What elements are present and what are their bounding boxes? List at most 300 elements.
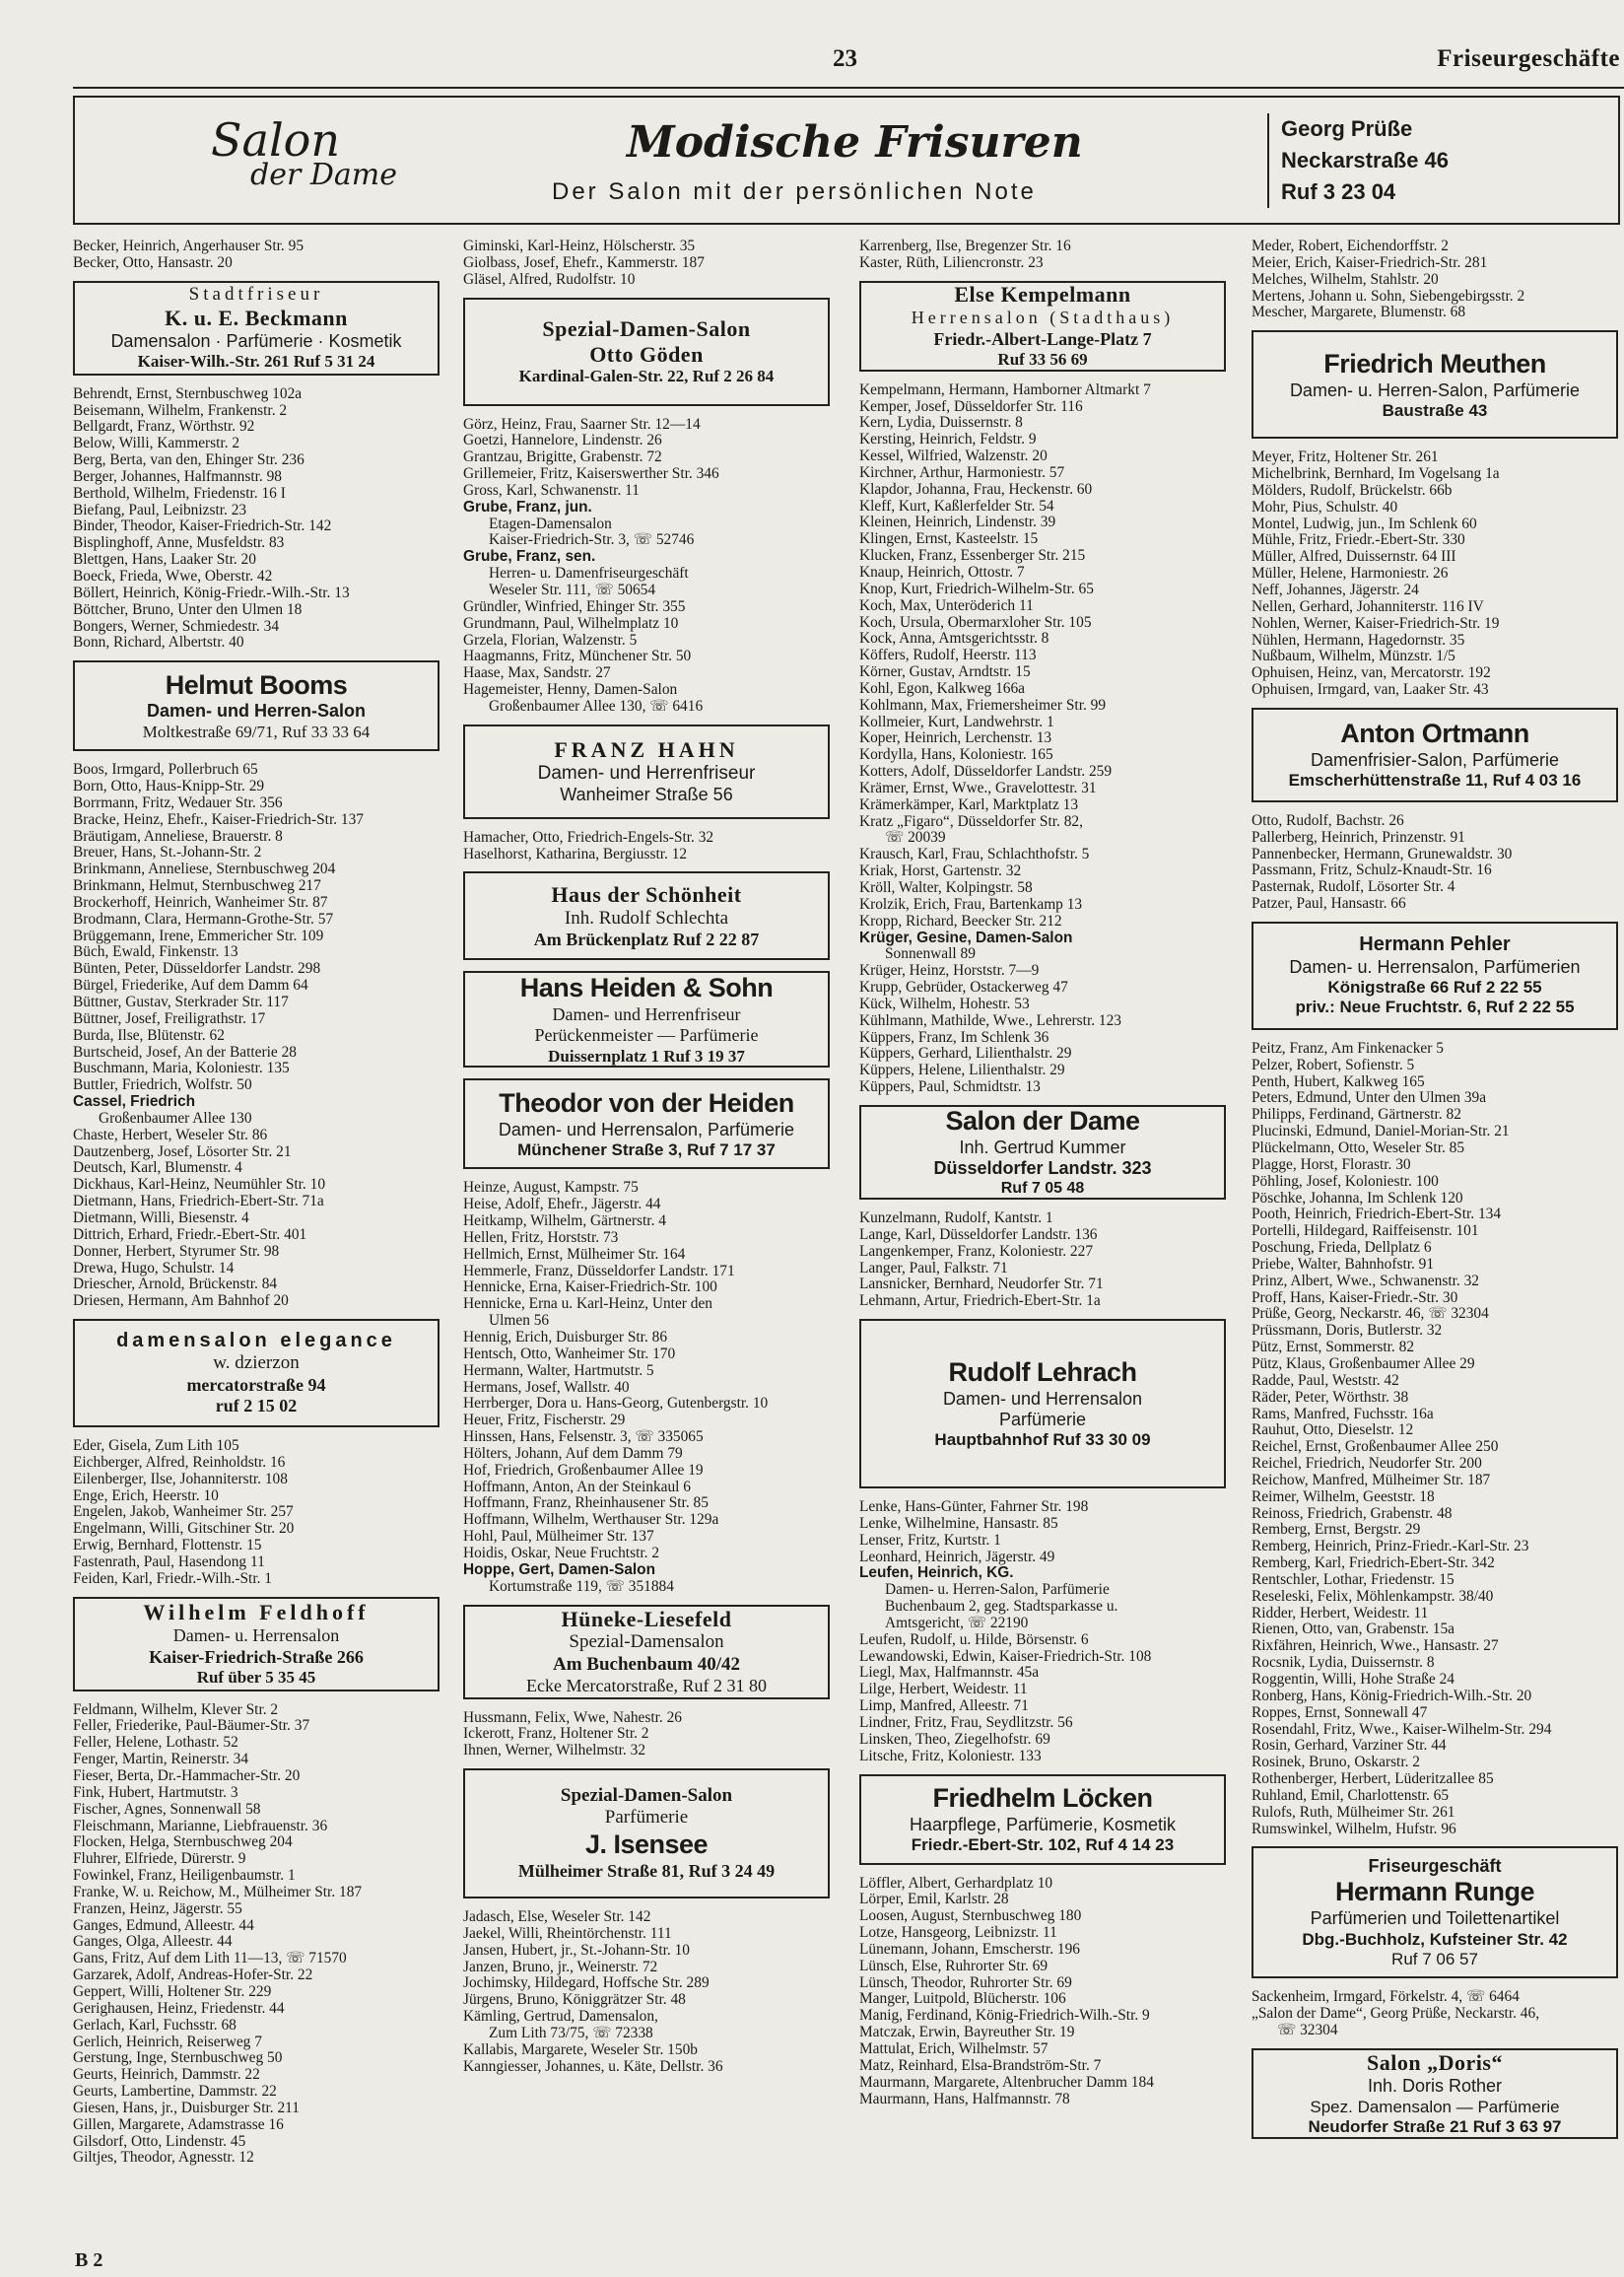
listing-entry: Giesen, Hans, jr., Duisburger Str. 211 bbox=[73, 2100, 300, 2116]
listing-entry: Prüße, Georg, Neckarstr. 46, ☏ 32304 bbox=[1252, 1306, 1489, 1323]
listing-entry: Geppert, Willi, Holtener Str. 229 bbox=[73, 1983, 272, 2000]
listing-entry: Pasternak, Rudolf, Lösorter Str. 4 bbox=[1252, 879, 1455, 896]
ad-street: Neckarstraße 46 bbox=[1281, 148, 1450, 172]
listing-entry: Beisemann, Wilhelm, Frankenstr. 2 bbox=[73, 402, 288, 419]
listing-entry: Roppes, Ernst, Sonnewall 47 bbox=[1252, 1704, 1428, 1721]
listing-entry: Feiden, Karl, Friedr.-Wilh.-Str. 1 bbox=[73, 1570, 272, 1587]
ad-line: J. Isensee bbox=[584, 1828, 709, 1859]
listing-entry: Kirchner, Arthur, Harmoniestr. 57 bbox=[859, 464, 1065, 481]
listing-entry: Passmann, Fritz, Schulz-Knaudt-Str. 16 bbox=[1252, 862, 1492, 879]
listing-entry: Kämling, Gertrud, Damensalon, bbox=[463, 2009, 658, 2026]
listing-entry: Plucinski, Edmund, Daniel-Morian-Str. 21 bbox=[1252, 1124, 1510, 1140]
listing-entry: Binder, Theodor, Kaiser-Friedrich-Str. 142 bbox=[73, 518, 332, 535]
listing-entry: Dickhaus, Karl-Heinz, Neumühler Str. 10 bbox=[73, 1177, 326, 1194]
listing-entry: Kern, Lydia, Duissernstr. 8 bbox=[859, 415, 1023, 432]
listing-entry: Kanngiesser, Johannes, u. Käte, Dellstr. 36 bbox=[463, 2058, 723, 2075]
listing-entry: Fieser, Berta, Dr.-Hammacher-Str. 20 bbox=[73, 1768, 301, 1784]
ad-line: Haarpflege, Parfümerie, Kosmetik bbox=[909, 1814, 1177, 1834]
ad-line: priv.: Neue Fruchtstr. 6, Ruf 2 22 55 bbox=[1295, 998, 1575, 1017]
listing-entry: Proff, Hans, Kaiser-Friedr.-Str. 30 bbox=[1252, 1289, 1458, 1306]
listing-entry: Ronberg, Hans, König-Friedrich-Wilh.-Str. 20 bbox=[1252, 1688, 1532, 1704]
ad-heading: Hermann Pehler bbox=[1359, 933, 1511, 956]
listing-entry: Giolbass, Josef, Ehefr., Kammerstr. 187 bbox=[463, 254, 705, 271]
listing-entry: Engelmann, Willi, Gitschiner Str. 20 bbox=[73, 1521, 295, 1538]
ad-line: Damen- u. Herrensalon bbox=[172, 1625, 340, 1646]
listing-entry: Gerighausen, Heinz, Friedenstr. 44 bbox=[73, 2000, 285, 2017]
listing-entry: Feller, Helene, Lothastr. 52 bbox=[73, 1735, 238, 1752]
listing-entry: Ruhland, Emil, Charlottenstr. 65 bbox=[1252, 1787, 1450, 1804]
listing-entry: Lewandowski, Edwin, Kaiser-Friedrich-Str. 108 bbox=[859, 1648, 1152, 1665]
ad-line: w. dzierzon bbox=[213, 1352, 300, 1374]
listing-entry: Gillen, Margarete, Adamstrasse 16 bbox=[73, 2116, 284, 2133]
ad-line: Hermann Runge bbox=[1334, 1877, 1535, 1907]
ad-heading: Wilhelm Feldhoff bbox=[143, 1600, 370, 1625]
salon-logo bbox=[211, 113, 397, 192]
salon-advertisement bbox=[859, 1319, 1226, 1488]
listing-entry: Ophuisen, Heinz, van, Mercatorstr. 192 bbox=[1252, 665, 1491, 682]
listing-entry: Bonn, Richard, Albertstr. 40 bbox=[73, 635, 244, 652]
ad-line: Duissernplatz 1 Ruf 3 19 37 bbox=[548, 1046, 745, 1066]
listing-entry: Enge, Erich, Heerstr. 10 bbox=[73, 1487, 219, 1504]
listing-entry: Hoffmann, Franz, Rheinhausener Str. 85 bbox=[463, 1495, 709, 1512]
listing-entry: Feldmann, Wilhelm, Klever Str. 2 bbox=[73, 1701, 279, 1718]
salon-advertisement bbox=[1252, 2048, 1618, 2139]
listing-entry: Heinze, August, Kampstr. 75 bbox=[463, 1180, 639, 1197]
ad-heading: Hans Heiden & Sohn bbox=[519, 973, 774, 1003]
listing-entry: Hennig, Erich, Duisburger Str. 86 bbox=[463, 1330, 668, 1346]
listing-entry: Giltjes, Theodor, Agnesstr. 12 bbox=[73, 2150, 254, 2167]
listing-continuation: ☏ 20039 bbox=[885, 830, 946, 847]
listing-entry: Bellgardt, Franz, Wörthstr. 92 bbox=[73, 419, 255, 436]
listing-entry: Grantzau, Brigitte, Grabenstr. 72 bbox=[463, 449, 662, 466]
listing-entry: Pelzer, Robert, Sofienstr. 5 bbox=[1252, 1057, 1415, 1073]
ad-phone: Ruf 3 23 04 bbox=[1281, 179, 1396, 204]
ad-line: Damen- u. Herren-Salon, Parfümerie bbox=[1289, 380, 1581, 400]
listing-entry: Michelbrink, Bernhard, Im Vogelsang 1a bbox=[1252, 466, 1500, 483]
listing-entry: Bürgel, Friederike, Auf dem Damm 64 bbox=[73, 978, 308, 995]
listing-entry: Franzen, Heinz, Jägerstr. 55 bbox=[73, 1900, 242, 1917]
listing-entry: Donner, Herbert, Styrumer Str. 98 bbox=[73, 1243, 280, 1260]
listing-entry: Lünemann, Johann, Emscherstr. 196 bbox=[859, 1941, 1080, 1958]
listing-entry: Ganges, Olga, Alleestr. 44 bbox=[73, 1934, 233, 1951]
salon-advertisement bbox=[463, 298, 830, 406]
listing-entry: Kohlmann, Max, Friemersheimer Str. 99 bbox=[859, 697, 1107, 714]
listing-entry: Nußbaum, Wilhelm, Münzstr. 1/5 bbox=[1252, 649, 1455, 665]
listing-entry: Lenke, Wilhelmine, Hansastr. 85 bbox=[859, 1515, 1058, 1532]
listing-entry: Kock, Anna, Amtsgerichtsstr. 8 bbox=[859, 631, 1049, 648]
salon-advertisement bbox=[859, 1105, 1226, 1200]
listing-entry: Hölters, Johann, Auf dem Damm 79 bbox=[463, 1445, 683, 1462]
listing-entry: Pöschke, Johanna, Im Schlenk 120 bbox=[1252, 1190, 1463, 1207]
top-advertisement bbox=[73, 96, 1620, 225]
column-2 bbox=[463, 239, 830, 2075]
salon-advertisement bbox=[859, 281, 1226, 372]
listing-continuation: Etagen-Damensalon bbox=[489, 516, 612, 532]
ad-line: Damen- und Herrensalon, Parfümerie bbox=[498, 1119, 795, 1139]
listing-continuation: Großenbaumer Allee 130, ☏ 6416 bbox=[489, 698, 704, 715]
listing-entry: Langenkemper, Franz, Koloniestr. 227 bbox=[859, 1243, 1094, 1260]
listing-entry: Otto, Rudolf, Bachstr. 26 bbox=[1252, 812, 1404, 829]
listing-entry: Gerlich, Heinrich, Reiserweg 7 bbox=[73, 2034, 262, 2050]
listing-entry: Langer, Paul, Falkstr. 71 bbox=[859, 1260, 1008, 1276]
listing-entry: Breuer, Hans, St.-Johann-Str. 2 bbox=[73, 845, 262, 862]
listing-entry: Krausch, Karl, Frau, Schlachthofstr. 5 bbox=[859, 847, 1090, 863]
listing-entry: Roggentin, Willi, Hohe Straße 24 bbox=[1252, 1672, 1455, 1688]
listing-entry: Maurmann, Hans, Halfmannstr. 78 bbox=[859, 2091, 1070, 2107]
listing-entry: Lörper, Emil, Karlstr. 28 bbox=[859, 1892, 1009, 1908]
listing-entry: Reichel, Ernst, Großenbaumer Allee 250 bbox=[1252, 1439, 1499, 1456]
listing-entry: Kriak, Horst, Gartenstr. 32 bbox=[859, 863, 1022, 880]
listing-entry: Hamacher, Otto, Friedrich-Engels-Str. 32 bbox=[463, 829, 714, 846]
listing-entry: Manig, Ferdinand, König-Friedrich-Wilh.-Str. 9 bbox=[859, 2008, 1150, 2025]
listing-entry: Plagge, Horst, Florastr. 30 bbox=[1252, 1156, 1411, 1173]
listing-entry: Koch, Ursula, Obermarxloher Str. 105 bbox=[859, 614, 1092, 631]
ad-line: Herrensalon (Stadthaus) bbox=[911, 308, 1175, 328]
listing-entry: Peters, Edmund, Unter den Ulmen 39a bbox=[1252, 1090, 1487, 1107]
listing-entry: Fink, Hubert, Hartmutstr. 3 bbox=[73, 1784, 238, 1801]
listing-entry: Berger, Johannes, Halfmannstr. 98 bbox=[73, 468, 282, 485]
listing-entry: Lenke, Hans-Günter, Fahrner Str. 198 bbox=[859, 1499, 1089, 1516]
ad-line: Friedr.-Ebert-Str. 102, Ruf 4 14 23 bbox=[911, 1835, 1175, 1855]
ad-line: Parfümerie bbox=[604, 1807, 689, 1828]
listing-entry: Gerlach, Karl, Fuchsstr. 68 bbox=[73, 2017, 237, 2034]
listing-entry: Blettgen, Hans, Laaker Str. 20 bbox=[73, 552, 256, 569]
ad-line: Ruf 7 05 48 bbox=[1000, 1179, 1085, 1197]
listing-entry: Born, Otto, Haus-Knipp-Str. 29 bbox=[73, 779, 265, 795]
ad-heading: Helmut Booms bbox=[165, 669, 348, 700]
ad-line: Neudorfer Straße 21 Ruf 3 63 97 bbox=[1308, 2116, 1562, 2136]
section-title: Friseurgeschäfte bbox=[1437, 45, 1620, 72]
logo-line1: Salon bbox=[211, 113, 340, 167]
listing-continuation: Ulmen 56 bbox=[489, 1313, 550, 1330]
listing-entry: Leonhard, Heinrich, Jägerstr. 49 bbox=[859, 1549, 1055, 1565]
ad-line: Damensalon · Parfümerie · Kosmetik bbox=[110, 331, 402, 352]
listing-entry: Jaekel, Willi, Rheintörchenstr. 111 bbox=[463, 1925, 672, 1942]
listing-entry: Mescher, Margarete, Blumenstr. 68 bbox=[1252, 305, 1466, 321]
ad-line: Düsseldorfer Landstr. 323 bbox=[933, 1158, 1152, 1179]
listing-entry: Kessel, Wilfried, Walzenstr. 20 bbox=[859, 448, 1048, 465]
listing-entry: Borrmann, Fritz, Wedauer Str. 356 bbox=[73, 794, 283, 811]
listing-entry: Becker, Otto, Hansastr. 20 bbox=[73, 254, 233, 271]
listing-entry: Kohl, Egon, Kalkweg 166a bbox=[859, 680, 1025, 697]
ad-heading: Theodor von der Heiden bbox=[499, 1087, 794, 1118]
listing-entry: Prinz, Albert, Wwe., Schwanenstr. 32 bbox=[1252, 1273, 1479, 1289]
listing-entry: Hof, Friedrich, Großenbaumer Allee 19 bbox=[463, 1462, 704, 1479]
salon-advertisement bbox=[463, 1605, 830, 1699]
listing-entry: Buschmann, Maria, Koloniestr. 135 bbox=[73, 1061, 290, 1077]
listing-entry: Loosen, August, Sternbuschweg 180 bbox=[859, 1908, 1082, 1925]
listing-entry: Kröll, Walter, Kolpingstr. 58 bbox=[859, 880, 1033, 896]
listing-entry: Pannenbecker, Hermann, Grunewaldstr. 30 bbox=[1252, 846, 1513, 862]
ad-line: Mülheimer Straße 81, Ruf 3 24 49 bbox=[517, 1860, 776, 1881]
listing-entry: Görz, Heinz, Frau, Saarner Str. 12—14 bbox=[463, 416, 701, 433]
listing-entry: Ophuisen, Irmgard, van, Laaker Str. 43 bbox=[1252, 682, 1489, 699]
listing-entry: Melches, Wilhelm, Stahlstr. 20 bbox=[1252, 271, 1439, 288]
listing-entry: Franke, W. u. Reichow, M., Mülheimer Str. 187 bbox=[73, 1884, 363, 1900]
ad-line: Damenfrisier-Salon, Parfümerie bbox=[1310, 750, 1560, 771]
ad-line: Dbg.-Buchholz, Kufsteiner Str. 42 bbox=[1302, 1929, 1568, 1949]
listing-entry: Jansen, Hubert, jr., St.-Johann-Str. 10 bbox=[463, 1942, 690, 1959]
listing-entry: Brüggemann, Irene, Emmericher Str. 109 bbox=[73, 928, 324, 944]
ad-line: Damen- u. Herrensalon, Parfümerien bbox=[1289, 957, 1581, 978]
listing-entry: Hellen, Fritz, Horststr. 73 bbox=[463, 1229, 619, 1246]
listing-entry: Below, Willi, Kammerstr. 2 bbox=[73, 436, 240, 452]
listing-entry: Hohl, Paul, Mülheimer Str. 137 bbox=[463, 1529, 654, 1546]
salon-advertisement bbox=[463, 1078, 830, 1169]
salon-advertisement bbox=[463, 724, 830, 819]
listing-entry: Eilenberger, Ilse, Johanniterstr. 108 bbox=[73, 1471, 288, 1487]
listing-continuation: Weseler Str. 111, ☏ 50654 bbox=[489, 582, 656, 598]
listing-entry: Brinkmann, Helmut, Sternbuschweg 217 bbox=[73, 878, 321, 895]
listing-entry: Lehmann, Artur, Friedrich-Ebert-Str. 1a bbox=[859, 1293, 1101, 1310]
listing-entry: Küppers, Franz, Im Schlenk 36 bbox=[859, 1029, 1049, 1046]
listing-entry: Küppers, Gerhard, Lilienthalstr. 29 bbox=[859, 1046, 1072, 1063]
ad-line: Kaiser-Friedrich-Straße 266 bbox=[149, 1646, 364, 1667]
listing-entry: Müller, Helene, Harmoniestr. 26 bbox=[1252, 566, 1449, 583]
listing-entry: Grundmann, Paul, Wilhelmplatz 10 bbox=[463, 615, 679, 632]
listing-entry: Küppers, Paul, Schmidtstr. 13 bbox=[859, 1079, 1041, 1096]
listing-entry: Dietmann, Hans, Friedrich-Ebert-Str. 71a bbox=[73, 1194, 324, 1210]
listing-entry: Kallabis, Margarete, Weseler Str. 150b bbox=[463, 2041, 698, 2058]
listing-entry: Karrenberg, Ilse, Bregenzer Str. 16 bbox=[859, 239, 1071, 254]
listing-entry: Köffers, Rudolf, Heerstr. 113 bbox=[859, 648, 1037, 664]
listing-entry: Jochimsky, Hildegard, Hoffsche Str. 289 bbox=[463, 1975, 710, 1992]
listing-continuation: Damen- u. Herren-Salon, Parfümerie bbox=[885, 1582, 1110, 1599]
listing-entry: Kollmeier, Kurt, Landwehrstr. 1 bbox=[859, 714, 1054, 730]
ad-tagline: Der Salon mit der persönlichen Note bbox=[552, 178, 1037, 205]
listing-entry: Krämerkämper, Karl, Marktplatz 13 bbox=[859, 796, 1079, 813]
listing-entry: Deutsch, Karl, Blumenstr. 4 bbox=[73, 1160, 242, 1177]
listing-entry: Hussmann, Felix, Wwe, Nahestr. 26 bbox=[463, 1709, 682, 1726]
listing-entry: Lilge, Herbert, Weidestr. 11 bbox=[859, 1682, 1028, 1698]
ad-owner: Georg Prüße bbox=[1281, 116, 1413, 141]
listing-entry: Leufen, Rudolf, u. Hilde, Börsenstr. 6 bbox=[859, 1631, 1089, 1648]
listing-entry: Hagemeister, Henny, Damen-Salon bbox=[463, 682, 678, 699]
listing-entry: Kordylla, Hans, Koloniestr. 165 bbox=[859, 747, 1053, 764]
listing-entry: Kropp, Richard, Beecker Str. 212 bbox=[859, 913, 1062, 930]
listing-entry: Chaste, Herbert, Weseler Str. 86 bbox=[73, 1127, 268, 1143]
listing-entry: Kotters, Adolf, Düsseldorfer Landstr. 259 bbox=[859, 764, 1113, 781]
listing-entry: Dautzenberg, Josef, Lösorter Str. 21 bbox=[73, 1143, 292, 1160]
ad-line: Inh. Rudolf Schlechta bbox=[564, 907, 729, 929]
ad-line: Kaiser-Wilh.-Str. 261 Ruf 5 31 24 bbox=[137, 352, 375, 372]
listing-entry: Berg, Berta, van den, Ehinger Str. 236 bbox=[73, 452, 304, 469]
header-rule bbox=[73, 87, 1624, 89]
ad-heading: damensalon elegance bbox=[116, 1329, 396, 1351]
listing-entry: Koch, Max, Unteröderich 11 bbox=[859, 597, 1034, 614]
ad-title: Modische Frisuren bbox=[627, 117, 1083, 168]
listing-entry: Körner, Gustav, Arndtstr. 15 bbox=[859, 664, 1031, 681]
ad-heading: Friseurgeschäft bbox=[1368, 1856, 1502, 1877]
listing-entry: Drewa, Hugo, Schulstr. 14 bbox=[73, 1260, 235, 1276]
listing-entry: Sackenheim, Irmgard, Förkelstr. 4, ☏ 6464 bbox=[1252, 1989, 1520, 2006]
listing-entry: Mölders, Rudolf, Brückelstr. 66b bbox=[1252, 482, 1453, 499]
listing-entry: Buttler, Friedrich, Wolfstr. 50 bbox=[73, 1077, 252, 1094]
listing-entry: Lünsch, Theodor, Ruhrorter Str. 69 bbox=[859, 1974, 1072, 1991]
listing-entry: Giminski, Karl-Heinz, Hölscherstr. 35 bbox=[463, 239, 696, 254]
ad-line: Otto Göden bbox=[589, 341, 704, 367]
listing-continuation: Amtsgericht, ☏ 22190 bbox=[885, 1615, 1029, 1631]
listing-entry: Limp, Manfred, Alleestr. 71 bbox=[859, 1698, 1029, 1715]
ad-line: K. u. E. Beckmann bbox=[165, 306, 348, 331]
listing-entry: Ihnen, Werner, Wilhelmstr. 32 bbox=[463, 1743, 646, 1760]
listing-entry: „Salon der Dame“, Georg Prüße, Neckarstr. 46, bbox=[1252, 2006, 1540, 2023]
listing-entry: Meier, Erich, Kaiser-Friedrich-Str. 281 bbox=[1252, 254, 1488, 271]
listing-entry: Büch, Ewald, Finkenstr. 13 bbox=[73, 944, 238, 961]
listing-entry: Lange, Karl, Düsseldorfer Landstr. 136 bbox=[859, 1226, 1098, 1243]
ad-line: Moltkestraße 69/71, Ruf 33 33 64 bbox=[142, 722, 371, 741]
listing-entry: Eichberger, Alfred, Reinholdstr. 16 bbox=[73, 1454, 286, 1471]
ad-line: Wanheimer Straße 56 bbox=[560, 785, 733, 805]
listing-entry: Bracke, Heinz, Ehefr., Kaiser-Friedrich-Str. 137 bbox=[73, 811, 365, 828]
listing-entry: Haselhorst, Katharina, Bergiusstr. 12 bbox=[463, 846, 688, 862]
listing-entry: Böttcher, Bruno, Unter den Ulmen 18 bbox=[73, 601, 303, 618]
listing-entry: Rocsnik, Lydia, Duissernstr. 8 bbox=[1252, 1655, 1435, 1672]
listing-entry: Grube, Franz, sen. bbox=[463, 549, 596, 566]
listing-entry: Berthold, Wilhelm, Friedenstr. 16 I bbox=[73, 485, 286, 502]
listing-entry: Priebe, Walter, Bahnhofstr. 91 bbox=[1252, 1256, 1435, 1273]
ad-line: Am Buchenbaum 40/42 bbox=[552, 1653, 741, 1675]
listing-continuation: Kaiser-Friedrich-Str. 3, ☏ 52746 bbox=[489, 532, 695, 549]
listing-entry: Kersting, Heinrich, Feldstr. 9 bbox=[859, 432, 1037, 448]
listing-entry: Rosinek, Bruno, Oskarstr. 2 bbox=[1252, 1755, 1421, 1771]
listing-entry: Kühlmann, Mathilde, Wwe., Lehrerstr. 123 bbox=[859, 1012, 1121, 1029]
listing-entry: Brockerhoff, Heinrich, Wanheimer Str. 87 bbox=[73, 894, 328, 911]
listing-entry: Pütz, Klaus, Großenbaumer Allee 29 bbox=[1252, 1355, 1475, 1372]
listing-entry: Penth, Hubert, Kalkweg 165 bbox=[1252, 1073, 1425, 1090]
ad-heading: Friedhelm Löcken bbox=[932, 1782, 1153, 1813]
listing-entry: Geurts, Heinrich, Dammstr. 22 bbox=[73, 2067, 260, 2084]
listing-entry: Rentschler, Lothar, Friedenstr. 15 bbox=[1252, 1571, 1455, 1588]
column-3 bbox=[859, 239, 1226, 2107]
listing-entry: Krolzik, Erich, Frau, Bartenkamp 13 bbox=[859, 896, 1083, 913]
listing-entry: Hellmich, Ernst, Mülheimer Str. 164 bbox=[463, 1246, 686, 1263]
listing-entry: Flocken, Helga, Sternbuschweg 204 bbox=[73, 1834, 293, 1851]
listing-entry: Hennicke, Erna u. Karl-Heinz, Unter den bbox=[463, 1296, 712, 1313]
listing-entry: Patzer, Paul, Hansastr. 66 bbox=[1252, 896, 1406, 913]
listing-entry: Hennicke, Erna, Kaiser-Friedrich-Str. 100 bbox=[463, 1279, 717, 1296]
listing-entry: Engelen, Jakob, Wanheimer Str. 257 bbox=[73, 1504, 294, 1521]
listing-entry: Müller, Alfred, Duissernstr. 64 III bbox=[1252, 549, 1456, 566]
listing-entry: Rulofs, Ruth, Mülheimer Str. 261 bbox=[1252, 1804, 1455, 1821]
listing-continuation: Kortumstraße 119, ☏ 351884 bbox=[489, 1578, 674, 1595]
listing-entry: Cassel, Friedrich bbox=[73, 1094, 196, 1111]
listing-entry: Rams, Manfred, Fuchsstr. 16a bbox=[1252, 1406, 1434, 1422]
listing-entry: Dietmann, Willi, Biesenstr. 4 bbox=[73, 1209, 249, 1226]
ad-line: Inh. Gertrud Kummer bbox=[959, 1138, 1126, 1158]
salon-advertisement bbox=[859, 1774, 1226, 1865]
listing-entry: Nühlen, Hermann, Hagedornstr. 35 bbox=[1252, 632, 1465, 649]
ad-line: Damen- und Herrenfriseur bbox=[552, 1004, 741, 1025]
listing-entry: Liegl, Max, Halfmannstr. 45a bbox=[859, 1665, 1040, 1682]
listing-entry: Boeck, Frieda, Wwe, Oberstr. 42 bbox=[73, 568, 273, 585]
listing-entry: Hoffmann, Wilhelm, Werthauser Str. 129a bbox=[463, 1512, 719, 1529]
ad-line: Rudolf Lehrach bbox=[948, 1356, 1137, 1387]
listing-entry: Koper, Heinrich, Lerchenstr. 13 bbox=[859, 730, 1052, 747]
listing-entry: Hermann, Walter, Hartmutstr. 5 bbox=[463, 1362, 654, 1379]
listing-entry: Driescher, Arnold, Brückenstr. 84 bbox=[73, 1276, 278, 1293]
page-number: 23 bbox=[833, 45, 857, 72]
listing-entry: Peitz, Franz, Am Finkenacker 5 bbox=[1252, 1040, 1444, 1057]
listing-entry: Garzarek, Adolf, Andreas-Hofer-Str. 22 bbox=[73, 1967, 313, 1984]
listing-entry: Jadasch, Else, Weseler Str. 142 bbox=[463, 1909, 651, 1926]
listing-entry: Böllert, Heinrich, König-Friedr.-Wilh.-Str. 13 bbox=[73, 585, 350, 601]
listing-continuation: ☏ 32304 bbox=[1277, 2023, 1338, 2039]
listing-entry: Maurmann, Margarete, Altenbrucher Damm 184 bbox=[859, 2074, 1154, 2091]
listing-entry: Krüger, Heinz, Horststr. 7—9 bbox=[859, 963, 1040, 980]
ad-heading: Hüneke-Liesefeld bbox=[561, 1606, 732, 1631]
listing-entry: Haagmanns, Fritz, Münchener Str. 50 bbox=[463, 649, 692, 665]
listing-entry: Behrendt, Ernst, Sternbuschweg 102a bbox=[73, 385, 303, 402]
listing-entry: Burda, Ilse, Blütenstr. 62 bbox=[73, 1027, 225, 1044]
listing-entry: Kück, Wilhelm, Hohestr. 53 bbox=[859, 996, 1030, 1012]
listing-entry: Fowinkel, Franz, Heiligenbaumstr. 1 bbox=[73, 1868, 296, 1885]
listing-entry: Hoidis, Oskar, Neue Fruchtstr. 2 bbox=[463, 1545, 660, 1561]
listing-entry: Gilsdorf, Otto, Lindenstr. 45 bbox=[73, 2133, 246, 2150]
listing-entry: Plückelmann, Otto, Weseler Str. 85 bbox=[1252, 1140, 1465, 1156]
listing-continuation: Herren- u. Damenfriseurgeschäft bbox=[489, 566, 689, 583]
listing-entry: Prüssmann, Doris, Butlerstr. 32 bbox=[1252, 1323, 1443, 1340]
listing-entry: Rauhut, Otto, Dieselstr. 12 bbox=[1252, 1422, 1414, 1439]
listing-entry: Gerstung, Inge, Sternbuschweg 50 bbox=[73, 2050, 283, 2067]
listing-entry: Philipps, Ferdinand, Gärtnerstr. 82 bbox=[1252, 1107, 1461, 1124]
listing-continuation: Sonnenwall 89 bbox=[885, 946, 976, 963]
ad-line: Ruf 7 06 57 bbox=[1391, 1949, 1478, 1968]
ad-line: Münchener Straße 3, Ruf 7 17 37 bbox=[517, 1139, 776, 1159]
listing-entry: Brinkmann, Anneliese, Sternbuschweg 204 bbox=[73, 862, 336, 878]
listing-entry: Lotze, Hansgeorg, Leibnizstr. 11 bbox=[859, 1925, 1057, 1942]
salon-advertisement bbox=[1252, 1846, 1618, 1978]
listing-entry: Poschung, Frieda, Dellplatz 6 bbox=[1252, 1240, 1432, 1257]
listing-entry: Hentsch, Otto, Wanheimer Str. 170 bbox=[463, 1346, 676, 1362]
listing-entry: Mattulat, Erich, Wilhelmstr. 57 bbox=[859, 2040, 1049, 2057]
listing-entry: Matczak, Erwin, Bayreuther Str. 19 bbox=[859, 2025, 1075, 2041]
listing-entry: Räder, Peter, Wörthstr. 38 bbox=[1252, 1389, 1409, 1406]
ad-line: Damen- und Herrenfriseur bbox=[537, 762, 756, 784]
listing-entry: Radde, Paul, Weststr. 42 bbox=[1252, 1372, 1399, 1389]
ad-line: Damen- und Herrensalon bbox=[942, 1388, 1143, 1409]
listing-entry: Driesen, Hermann, Am Bahnhof 20 bbox=[73, 1293, 289, 1310]
listing-continuation: Buchenbaum 2, geg. Stadtsparkasse u. bbox=[885, 1599, 1118, 1616]
listing-entry: Brodmann, Clara, Hermann-Grothe-Str. 57 bbox=[73, 911, 334, 928]
listing-entry: Kempelmann, Hermann, Hamborner Altmarkt 7 bbox=[859, 381, 1151, 398]
listing-entry: Linsken, Theo, Ziegelhofstr. 69 bbox=[859, 1731, 1050, 1748]
listing-entry: Reichow, Manfred, Mülheimer Str. 187 bbox=[1252, 1472, 1491, 1488]
ad-line: Ruf über 5 35 45 bbox=[196, 1667, 316, 1687]
listing-entry: Biefang, Paul, Leibnizstr. 23 bbox=[73, 502, 247, 518]
ad-line: Ecke Mercatorstraße, Ruf 2 31 80 bbox=[526, 1676, 767, 1696]
ad-line: Damen- und Herren-Salon bbox=[146, 701, 367, 722]
listing-entry: Geurts, Lambertine, Dammstr. 22 bbox=[73, 2084, 277, 2101]
listing-entry: Lindner, Fritz, Frau, Seydlitzstr. 56 bbox=[859, 1715, 1073, 1731]
listing-continuation: Großenbaumer Allee 130 bbox=[99, 1110, 252, 1127]
column-1 bbox=[73, 239, 440, 2167]
listing-entry: Rothenberger, Herbert, Lüderitzallee 85 bbox=[1252, 1771, 1494, 1788]
listing-entry: Krupp, Gebrüder, Ostackerweg 47 bbox=[859, 980, 1068, 997]
listing-entry: Reimer, Wilhelm, Geeststr. 18 bbox=[1252, 1488, 1435, 1505]
listing-entry: Rumswinkel, Wilhelm, Hufstr. 96 bbox=[1252, 1821, 1456, 1837]
listing-entry: Haase, Max, Sandstr. 27 bbox=[463, 665, 611, 682]
listing-entry: Gans, Fritz, Auf dem Lith 11—13, ☏ 71570 bbox=[73, 1951, 347, 1967]
ad-heading: Salon der Dame bbox=[945, 1106, 1140, 1137]
salon-advertisement bbox=[1252, 922, 1618, 1030]
listing-entry: Rosin, Gerhard, Varziner Str. 44 bbox=[1252, 1738, 1447, 1755]
listing-entry: Rosendahl, Fritz, Wwe., Kaiser-Wilhelm-Str. 294 bbox=[1252, 1721, 1552, 1738]
listing-entry: Pallerberg, Heinrich, Prinzenstr. 91 bbox=[1252, 829, 1465, 846]
listing-entry: Krämer, Ernst, Wwe., Gravelottestr. 31 bbox=[859, 780, 1097, 796]
listing-entry: Ickerott, Franz, Holtener Str. 2 bbox=[463, 1726, 649, 1743]
listing-entry: Küppers, Helene, Lilienthalstr. 29 bbox=[859, 1063, 1065, 1079]
